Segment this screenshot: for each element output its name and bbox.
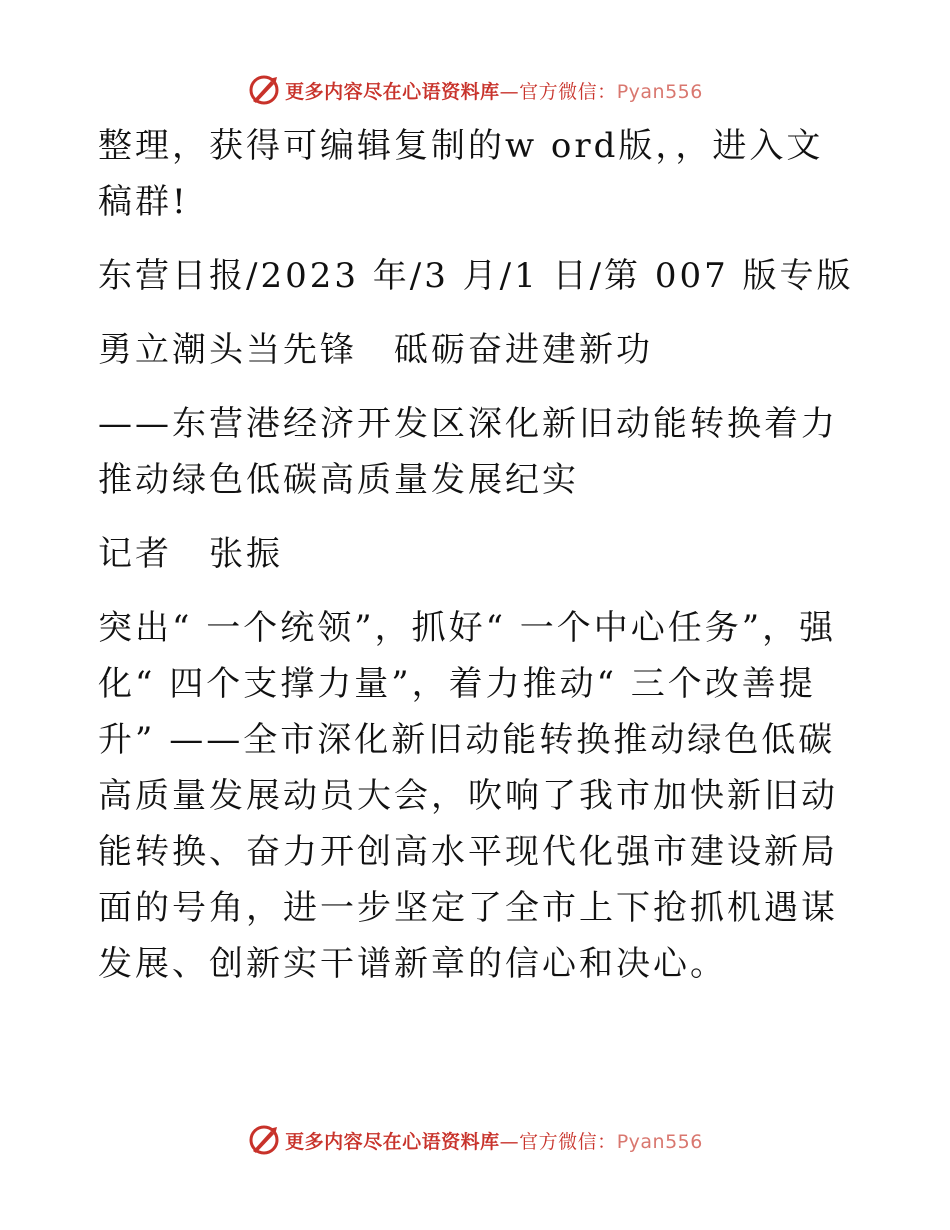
- quill-logo-icon: [247, 73, 281, 107]
- banner-contact-label: —官方微信：: [499, 80, 617, 103]
- banner-contact: [500, 77, 703, 104]
- body-paragraph: 突出“ 一个统领”，抓好“ 一个中心任务”，强化“ 四个支撑力量”，着力推动“ 三个改善提升” ——全市深化新旧动能转换推动绿色低碳高质量发展动员大会，吹响了我市加快新旧动能转换、奋力开创高水平现代化强市建设新局面的号角，进一步坚定了全市上下抢抓机遇谋发展、创新实干谱新章的信心和决心。: [98, 608, 838, 984]
- headline: 勇立潮头当先锋 砥砺奋进建新功: [98, 330, 653, 370]
- footer-watermark-banner: [0, 1120, 950, 1160]
- quill-logo-icon: [247, 1123, 281, 1157]
- byline: 记者 张振: [98, 534, 283, 574]
- subheadline: ——东营港经济开发区深化新旧动能转换着力推动绿色低碳高质量发展纪实: [98, 404, 838, 500]
- source-line: 东营日报/2023 年/3 月/1 日/第 007 版专版: [98, 256, 854, 296]
- banner-wechat-id: Pyan556: [616, 1130, 703, 1153]
- header-watermark-banner: [0, 70, 950, 110]
- banner-contact: [500, 1127, 703, 1154]
- banner-wechat-id: Pyan556: [616, 80, 703, 103]
- banner-contact-label: —官方微信：: [499, 1130, 617, 1153]
- banner-promo-text: 更多内容尽在心语资料库: [285, 1130, 500, 1153]
- document-body: [98, 118, 858, 1010]
- banner-promo-text: 更多内容尽在心语资料库: [285, 80, 500, 103]
- intro-paragraph: 整理，获得可编辑复制的w ord版，，进入文稿群!: [98, 126, 824, 222]
